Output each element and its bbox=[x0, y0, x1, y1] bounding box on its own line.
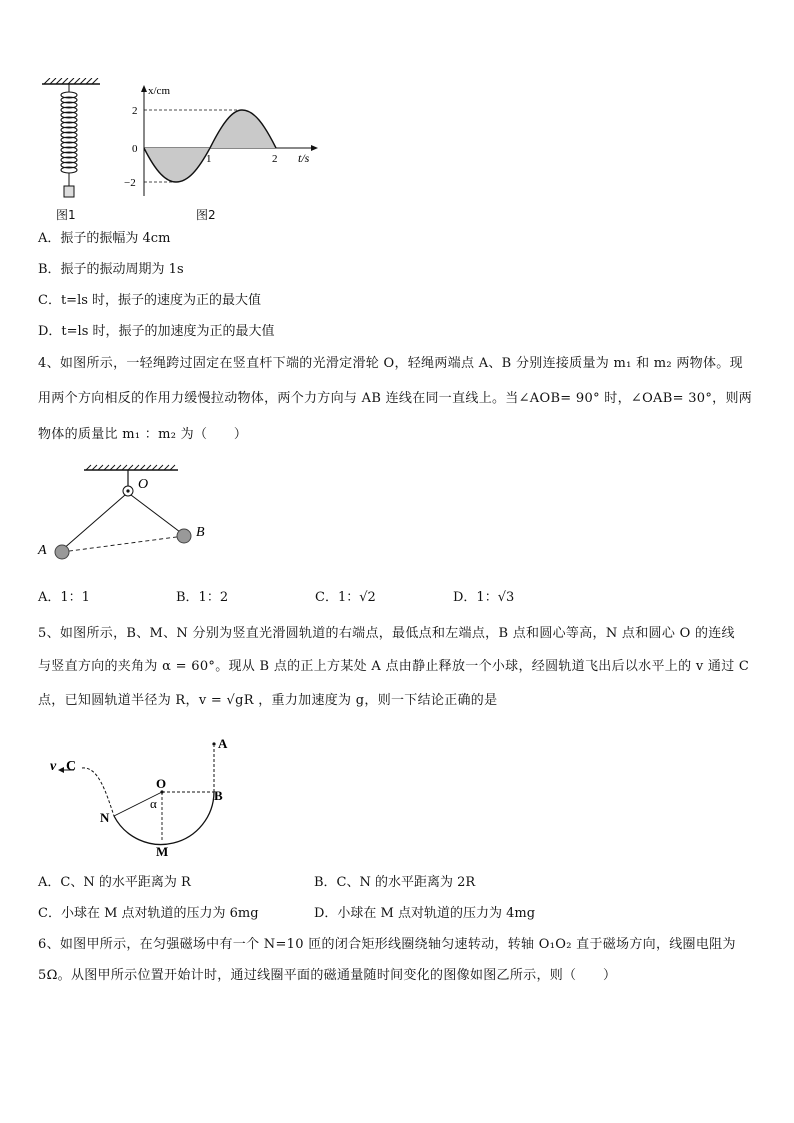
figure-2-xt-graph bbox=[124, 82, 324, 202]
label-alpha: α bbox=[150, 796, 157, 811]
q5-option-a: A．C、N 的水平距离为 R bbox=[38, 875, 191, 890]
label-o: O bbox=[156, 776, 167, 791]
q5-stem-line: 与竖直方向的夹角为 α = 60°。现从 B 点的正上方某处 A 点由静止释放一个小球，经圆轨道飞出后以水平上的 v 通过 C bbox=[38, 659, 750, 674]
label-b: B bbox=[196, 525, 205, 540]
y-axis-label: x/cm bbox=[148, 85, 170, 97]
label-v: v bbox=[50, 759, 57, 774]
q5-option-d: D．小球在 M 点对轨道的压力为 4mg bbox=[314, 906, 536, 921]
q3-option-a: A．振子的振幅为 4cm bbox=[38, 231, 171, 246]
label-b: B bbox=[214, 788, 223, 803]
q3-option-d: D．t=ls 时，振子的加速度为正的最大值 bbox=[38, 324, 275, 339]
y-tick-label: −2 bbox=[124, 177, 136, 189]
q3-option-c: C．t=ls 时，振子的速度为正的最大值 bbox=[38, 293, 262, 308]
q4-option-a: A．1：1 bbox=[38, 590, 90, 605]
q3-option-b: B．振子的振动周期为 1s bbox=[38, 262, 184, 277]
y-tick-label: 2 bbox=[132, 105, 138, 117]
q4-option-c: C．1：√2 bbox=[315, 590, 376, 605]
q4-pulley-diagram bbox=[36, 462, 226, 564]
q4-option-b: B．1：2 bbox=[176, 590, 229, 605]
x-axis-label: t/s bbox=[298, 151, 310, 165]
x-tick-label: 2 bbox=[272, 153, 278, 165]
label-c: C bbox=[66, 759, 77, 774]
x-tick-label: 1 bbox=[206, 153, 212, 165]
label-o: O bbox=[138, 477, 149, 492]
figure-1-caption: 图1 bbox=[56, 208, 76, 222]
q5-stem-line: 5、如图所示，B、M、N 分别为竖直光滑圆轨道的右端点，最低点和左端点，B 点和圆心等高，N 点和圆心 O 的连线 bbox=[38, 626, 735, 641]
q4-stem-line: 用两个方向相反的作用力缓慢拉动物体，两个力方向与 AB 连线在同一直线上。当∠AOB= 90° 时，∠OAB= 30°，则两 bbox=[38, 391, 753, 406]
q4-option-d: D．1：√3 bbox=[453, 590, 515, 605]
q5-stem-line: 点，已知圆轨道半径为 R，v = √gR ，重力加速度为 g，则一下结论正确的是 bbox=[38, 693, 498, 708]
q5-circular-track-diagram bbox=[48, 734, 248, 858]
y-tick-label: 0 bbox=[132, 143, 138, 155]
q5-option-b: B．C、N 的水平距离为 2R bbox=[314, 875, 476, 890]
label-a: A bbox=[38, 543, 47, 558]
q5-option-c: C．小球在 M 点对轨道的压力为 6mg bbox=[38, 906, 259, 921]
q6-stem-line: 6、如图甲所示，在匀强磁场中有一个 N=10 匝的闭合矩形线圈绕轴匀速转动，转轴 O₁O₂ 直于磁场方向，线圈电阻为 bbox=[38, 937, 736, 952]
q4-stem-line: 4、如图所示，一轻绳跨过固定在竖直杆下端的光滑定滑轮 O，轻绳两端点 A、B 分别连接质量为 m₁ 和 m₂ 两物体。现 bbox=[38, 356, 743, 371]
figure-2-caption: 图2 bbox=[196, 208, 216, 222]
q4-stem-line: 物体的质量比 m₁ ：m₂ 为（ ） bbox=[38, 427, 248, 442]
label-a: A bbox=[218, 736, 228, 751]
label-m: M bbox=[156, 844, 169, 858]
figure-1-spring bbox=[36, 78, 106, 208]
label-n: N bbox=[100, 810, 110, 825]
q6-stem-line: 5Ω。从图甲所示位置开始计时，通过线圈平面的磁通量随时间变化的图像如图乙所示，则（ ） bbox=[38, 968, 617, 983]
